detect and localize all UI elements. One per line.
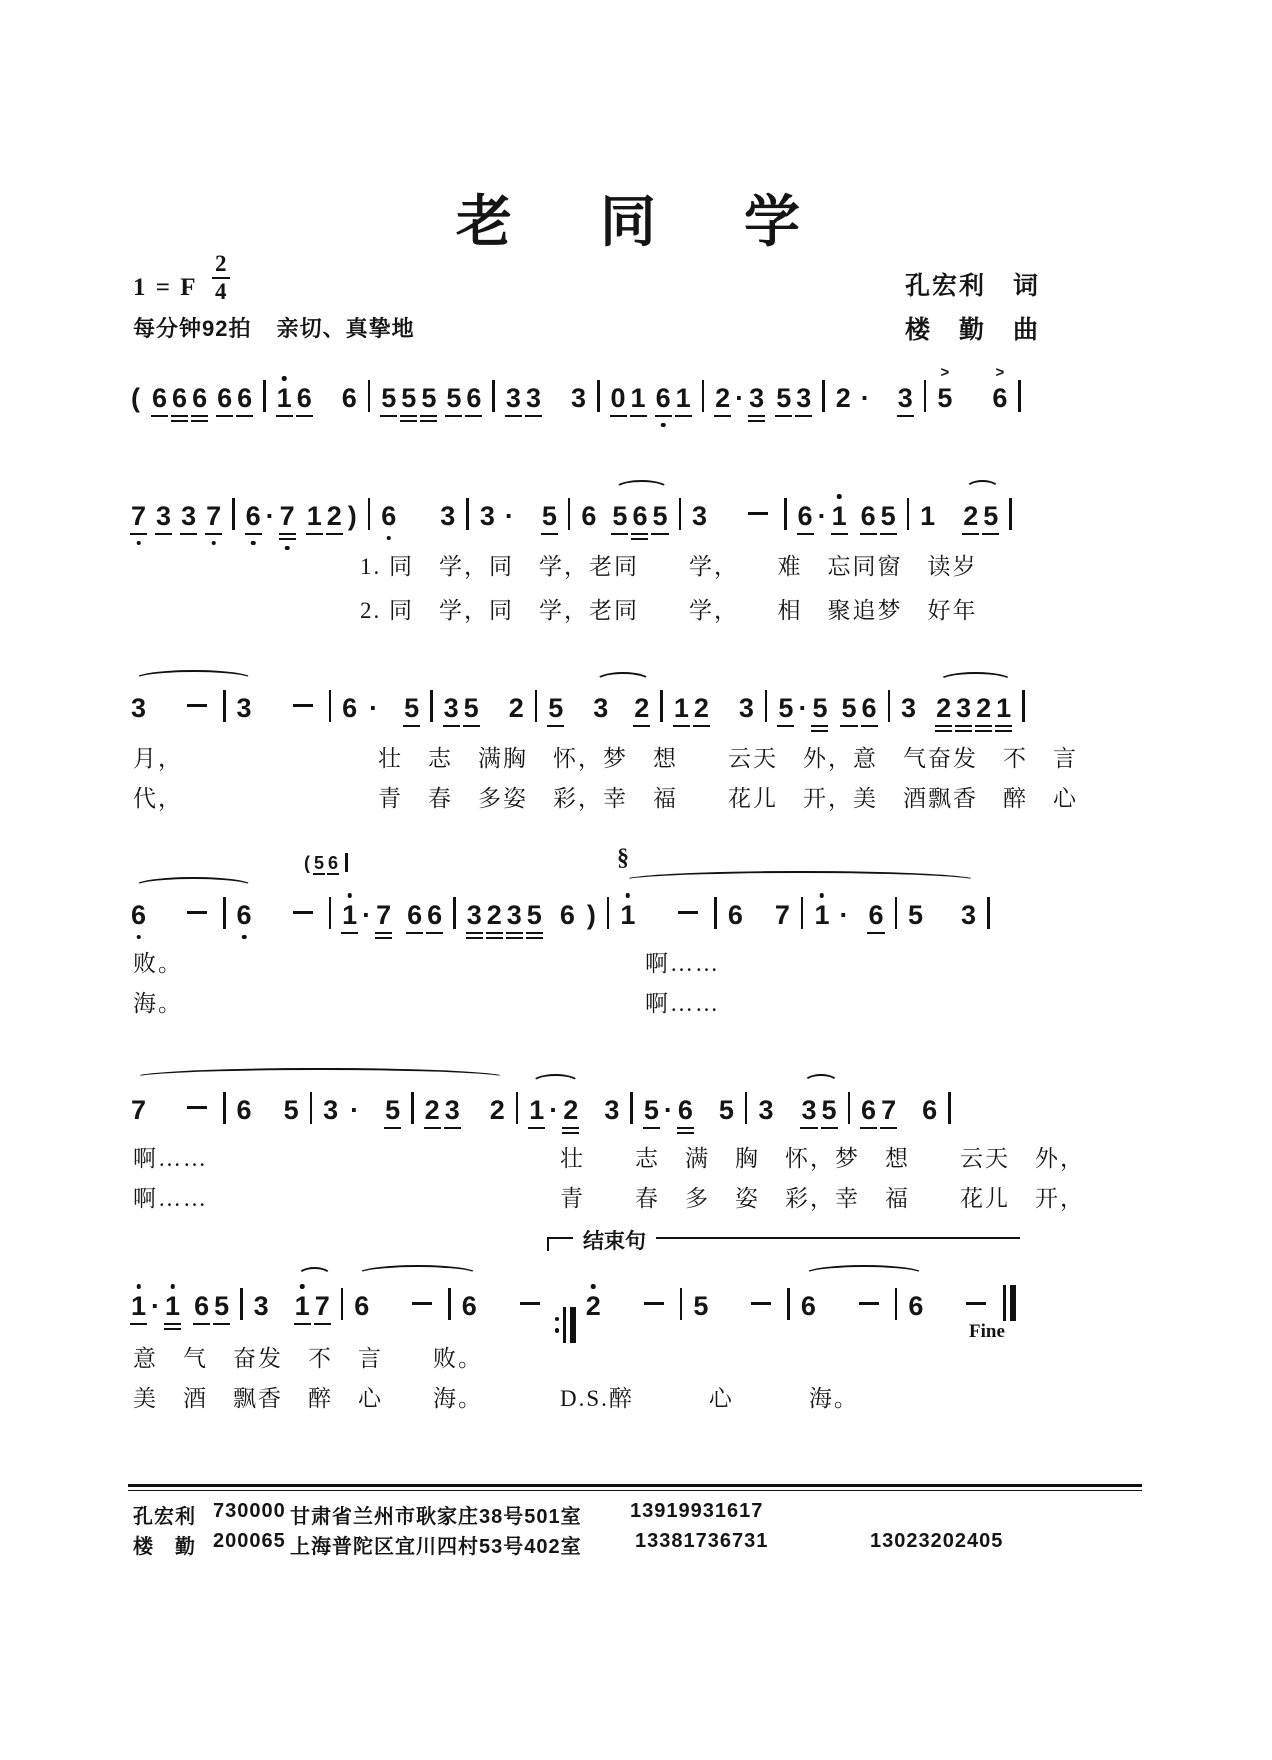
pickup-notes: [303, 853, 352, 874]
note-token: 5: [880, 503, 897, 530]
slur-tie-arc: [965, 480, 1001, 499]
barline: [848, 1092, 851, 1124]
barline: [453, 897, 456, 929]
lyric-line: 代，: [133, 786, 183, 811]
ending-section-bracket: [547, 1229, 1020, 1253]
note-token: 2: [326, 503, 343, 530]
note-token: 5: [463, 695, 480, 722]
barline: [516, 1092, 519, 1124]
barline: [466, 498, 469, 530]
barline: [263, 380, 266, 412]
augmentation-dot: ·: [663, 1095, 673, 1125]
barline: [987, 897, 990, 929]
ending-section-label: 结束句: [573, 1225, 656, 1255]
octave-dot-low: [136, 935, 141, 940]
note-token: 6: [216, 385, 233, 412]
dash-prolongation: [678, 911, 698, 914]
note-token: 5: [693, 1291, 709, 1321]
note-token: 6: [860, 1097, 877, 1124]
time-signature: [212, 252, 230, 304]
note-token: 5: [821, 1097, 838, 1124]
barline: [907, 498, 910, 530]
note-token: 5: [777, 695, 794, 722]
barline: [1009, 498, 1012, 530]
note-token: 3: [444, 1097, 461, 1124]
note-token: 5 >: [937, 364, 953, 413]
note-token: 2: [975, 695, 992, 722]
note-token: 5: [283, 1095, 299, 1125]
barline: [597, 380, 600, 412]
slur-tie-arc: [938, 672, 1014, 691]
footer-contact-cell: 上海普陀区宜川四村53号402室: [290, 1536, 582, 1558]
footer-contact-cell: 200065: [213, 1530, 286, 1552]
barline: [223, 690, 226, 722]
note-token: 6: [631, 503, 648, 530]
note-token: 1: [306, 503, 323, 530]
augmentation-dot: ·: [504, 501, 514, 531]
note-token: 6: [236, 902, 253, 929]
note-token: 6: [461, 1291, 477, 1321]
note-token: 6: [380, 503, 397, 530]
note-token: 6: [236, 1095, 252, 1125]
lyric-line: 海。: [133, 991, 183, 1016]
barline: [411, 1092, 414, 1124]
time-signature-numerator: 2: [215, 251, 227, 276]
note-token: 5: [547, 695, 564, 722]
note-token: 6: [342, 693, 358, 723]
footer-contact-cell: 孔宏利: [133, 1506, 196, 1528]
note-token: 6: [867, 902, 884, 929]
dash-prolongation: [644, 1302, 664, 1305]
augmentation-dot: ·: [817, 501, 827, 531]
slur-tie-arc: [531, 1074, 581, 1093]
note-token: 3: [758, 1095, 774, 1125]
augmentation-dot: ·: [735, 383, 745, 413]
octave-dot-high: [282, 376, 287, 381]
note-token: 6: [151, 385, 168, 412]
note-token: 7: [314, 1293, 331, 1320]
note-token: 1: [528, 1097, 545, 1124]
footer-contact-cell: 730000: [213, 1500, 286, 1522]
dash-prolongation: [293, 704, 313, 707]
note-token: 7: [880, 1097, 897, 1124]
note-token: 5: [982, 503, 999, 530]
barline: [801, 897, 804, 929]
note-token: 5: [811, 695, 828, 722]
parenthesis: ): [586, 900, 596, 930]
footer-contact-cell: 甘肃省兰州市耿家庄38号501室: [290, 1506, 582, 1528]
barline: [787, 1288, 790, 1320]
footer-contact-cell: 13381736731: [635, 1530, 769, 1552]
note-token: 1: [675, 385, 692, 412]
barline: [630, 1092, 633, 1124]
octave-dot-high: [626, 893, 631, 898]
note-token: 5: [213, 1293, 230, 1320]
note-token: 6: [861, 695, 878, 722]
barline: [368, 380, 371, 412]
note-token: 6: [727, 900, 743, 930]
note-token: 5: [611, 503, 628, 530]
note-token: 3: [901, 693, 917, 723]
note-token: 7: [774, 900, 790, 930]
octave-dot-high: [300, 1284, 305, 1289]
slur-tie-arc: [614, 480, 670, 499]
lyric-line: 啊……: [645, 991, 720, 1016]
note-token: 3: [506, 902, 523, 929]
fine-marker: Fine: [969, 1321, 1005, 1342]
tempo-marking: 每分钟92拍: [133, 316, 252, 341]
note-token: 1: [673, 695, 690, 722]
barline: [895, 1288, 898, 1320]
barline: [368, 498, 371, 530]
note-token: 6: [559, 900, 575, 930]
note-token: 3: [570, 383, 586, 413]
note-token: 7: [130, 503, 147, 530]
note-token: 6: [328, 853, 339, 873]
barline: [310, 1092, 313, 1124]
barline: [948, 1092, 951, 1124]
augmentation-dot: ·: [265, 501, 275, 531]
barline: [745, 1092, 748, 1124]
note-token: 5: [400, 385, 417, 412]
note-token: 3: [180, 503, 197, 530]
barline: [240, 1288, 243, 1320]
augmentation-dot: ·: [350, 1095, 360, 1125]
note-token: 6: [922, 1095, 938, 1125]
note-token: 5: [380, 385, 397, 412]
dash-prolongation: [412, 1302, 432, 1305]
slur-tie-arc: [803, 1265, 926, 1284]
note-token: 6: [797, 503, 814, 530]
footer-contact-cell: 楼 勤: [133, 1536, 196, 1558]
barline: [702, 380, 705, 412]
barline: [232, 498, 235, 530]
lyricist-credit: 孔宏利 词: [904, 273, 1040, 300]
note-token: 2: [562, 1097, 579, 1124]
note-token: 3: [800, 1097, 817, 1124]
note-token: 6: [354, 1291, 370, 1321]
dash-prolongation: [187, 911, 207, 914]
note-token: 1: [276, 385, 293, 412]
slur-tie-arc: [356, 1265, 480, 1284]
music-line-5: [130, 1092, 961, 1126]
slur-tie-arc: [595, 672, 652, 691]
note-token: 6: [236, 385, 253, 412]
barline: [430, 690, 433, 722]
note-token: 6: [581, 501, 597, 531]
note-token: 3: [897, 385, 914, 412]
note-token: 6: [296, 385, 313, 412]
augmentation-dot: ·: [860, 383, 870, 413]
barline: [679, 498, 682, 530]
barline: [888, 690, 891, 722]
barline: [329, 690, 332, 722]
final-barline: [1003, 1285, 1016, 1321]
note-token: 6: [655, 385, 672, 412]
note-token: 5: [420, 385, 437, 412]
note-token: 6: [800, 1291, 816, 1321]
note-token: 6: [245, 503, 262, 530]
note-token: 1: [831, 503, 848, 530]
note-token: 1: [630, 385, 647, 412]
lyric-line: 青 春 多 姿 彩，幸 福 花儿 开，: [560, 1186, 1085, 1211]
dash-prolongation: [748, 512, 768, 515]
note-token: 5: [314, 853, 325, 873]
music-line-1: [130, 364, 1031, 414]
note-token: 2: [935, 695, 952, 722]
key-signature: 1 = F: [133, 274, 198, 301]
note-token: 6: [193, 1293, 210, 1320]
note-token: 3: [961, 900, 977, 930]
slur-tie-arc: [133, 670, 255, 689]
lyric-line: 啊……: [133, 1146, 208, 1171]
time-signature-denominator: 4: [212, 277, 230, 304]
octave-dot-high: [820, 893, 825, 898]
augmentation-dot: ·: [151, 1291, 161, 1321]
note-token: 2: [835, 383, 851, 413]
note-token: 2: [693, 695, 710, 722]
barline: [924, 380, 927, 412]
note-token: 1: [619, 902, 636, 929]
note-token: 3: [479, 501, 495, 531]
note-token: 3: [440, 501, 456, 531]
note-token: 6: [171, 385, 188, 412]
note-token: 2: [633, 695, 650, 722]
dash-prolongation: [187, 704, 207, 707]
note-token: 7: [375, 902, 392, 929]
barline: [1022, 690, 1025, 722]
repeat-barline: [555, 1307, 576, 1343]
augmentation-dot: ·: [549, 1095, 559, 1125]
parenthesis: ): [347, 501, 357, 531]
note-token: 5: [651, 503, 668, 530]
note-token: 6: [191, 385, 208, 412]
augmentation-dot: ·: [369, 693, 379, 723]
note-token: 5: [908, 900, 924, 930]
dash-prolongation: [859, 1302, 879, 1305]
tempo-row: [133, 312, 433, 343]
lyric-line: 壮 志 满胸 怀，梦 想 云天 外，意 气奋发 不 言: [378, 746, 1078, 771]
composer-credit: 楼 勤 曲: [904, 317, 1040, 344]
barline: [492, 380, 495, 412]
octave-dot-low: [251, 541, 256, 546]
note-token: 3: [253, 1291, 269, 1321]
octave-dot-low: [661, 423, 666, 428]
note-token: 6: [908, 1291, 924, 1321]
note-token: 3: [443, 695, 460, 722]
octave-dot-low: [242, 935, 247, 940]
footer-contact-cell: 13023202405: [870, 1530, 1004, 1552]
lyric-line: 美 酒 飘香 醉 心 海。: [133, 1386, 483, 1411]
parenthesis: (: [131, 383, 140, 413]
dash-prolongation: [293, 911, 313, 914]
octave-dot-high: [591, 1284, 596, 1289]
note-token: 6: [860, 503, 877, 530]
lyric-line: 2. 同 学，同 学，老同 学， 相 聚追梦 好年: [360, 598, 978, 623]
barline: [714, 897, 717, 929]
note-token: 2: [962, 503, 979, 530]
lyric-line: 1. 同 学，同 学，老同 学， 难 忘同窗 读岁: [360, 554, 978, 579]
music-line-3: [130, 690, 1035, 724]
note-token: 6: [406, 902, 423, 929]
note-token: 5: [384, 1097, 401, 1124]
note-token: 2: [508, 693, 524, 723]
barline: [223, 897, 226, 929]
octave-dot-low: [387, 536, 392, 541]
octave-dot-high: [347, 893, 352, 898]
rest-note: 0: [610, 385, 627, 412]
dash-prolongation: [966, 1302, 986, 1305]
slur-tie-arc: [133, 877, 255, 896]
note-token: 2: [489, 1095, 505, 1125]
note-token: 3: [236, 693, 252, 723]
slur-tie-arc: [622, 871, 979, 890]
note-token: 2: [714, 385, 731, 412]
barline: [1018, 380, 1021, 412]
note-token: 3: [593, 693, 609, 723]
dash-prolongation: [520, 1302, 540, 1305]
accent-mark: >: [940, 364, 950, 381]
note-token: 1: [341, 902, 358, 929]
octave-dot-low: [136, 541, 141, 546]
accent-mark: >: [995, 364, 1005, 381]
note-token: 6: [426, 902, 443, 929]
barline: [822, 380, 825, 412]
music-line-6: [130, 1229, 1025, 1342]
note-token: 7: [279, 503, 296, 530]
note-token: 3: [323, 1095, 339, 1125]
expression-marking: 亲切、真挚地: [276, 316, 415, 341]
note-token: 6 >: [992, 364, 1008, 413]
note-token: 2: [585, 1293, 602, 1320]
music-line-4: [130, 845, 1000, 931]
note-token: 3: [155, 503, 172, 530]
note-token: 3: [466, 902, 483, 929]
note-token: 5: [445, 385, 462, 412]
note-token: 6: [341, 383, 357, 413]
lyric-line: 意 气 奋发 不 言 败。: [133, 1346, 483, 1371]
segno-sign: §: [617, 845, 629, 871]
augmentation-dot: ·: [839, 900, 849, 930]
lyric-line: 青 春 多姿 彩，幸 福 花儿 开，美 酒飘香 醉 心: [378, 786, 1078, 811]
augmentation-dot: ·: [798, 693, 808, 723]
note-token: 7: [205, 503, 222, 530]
note-token: 3: [692, 501, 708, 531]
augmentation-dot: ·: [362, 900, 372, 930]
octave-dot-high: [136, 1284, 141, 1289]
barline: [895, 897, 898, 929]
note-token: 6: [465, 385, 482, 412]
note-token: 1: [995, 695, 1012, 722]
slur-tie-arc: [803, 1074, 840, 1093]
barline: [568, 498, 571, 530]
parenthesis: (: [304, 853, 310, 873]
slur-tie-arc: [133, 1068, 508, 1087]
octave-dot-high: [170, 1284, 175, 1289]
lyric-line: D.S.醉 心 海。: [560, 1386, 859, 1411]
note-token: 1: [130, 1293, 147, 1320]
note-token: 2: [486, 902, 503, 929]
note-token: 5: [718, 1095, 734, 1125]
note-token: 3: [955, 695, 972, 722]
note-token: 1: [813, 902, 830, 929]
barline: [765, 690, 768, 722]
barline: [329, 897, 332, 929]
note-token: 1: [164, 1293, 181, 1320]
barline: [660, 690, 663, 722]
note-token: 1: [920, 501, 936, 531]
barline: [345, 853, 348, 872]
note-token: 6: [130, 902, 147, 929]
note-token: 3: [604, 1095, 620, 1125]
lyric-line: 啊……: [133, 1186, 208, 1211]
note-token: 5: [775, 385, 792, 412]
barline: [680, 1288, 683, 1320]
barline: [784, 498, 787, 530]
lyric-line: 月，: [133, 746, 183, 771]
dash-prolongation: [187, 1106, 207, 1109]
note-token: 3: [748, 385, 765, 412]
barline: [448, 1288, 451, 1320]
note-token: 5: [643, 1097, 660, 1124]
octave-dot-high: [837, 494, 842, 499]
note-token: 1: [294, 1293, 311, 1320]
note-token: 5: [403, 695, 420, 722]
barline: [607, 897, 610, 929]
note-token: 2: [424, 1097, 441, 1124]
note-token: 3: [525, 385, 542, 412]
note-token: 5: [840, 695, 857, 722]
barline: [341, 1288, 344, 1320]
note-token: 3: [131, 693, 147, 723]
octave-dot-low: [285, 546, 290, 551]
page-title: 老 同 学: [456, 192, 816, 254]
music-line-2: [130, 498, 1022, 532]
barline: [535, 690, 538, 722]
note-token: 3: [505, 385, 522, 412]
note-token: 3: [795, 385, 812, 412]
note-token: 3: [738, 693, 754, 723]
lyric-line: 壮 志 满 胸 怀，梦 想 云天 外，: [560, 1146, 1085, 1171]
dash-prolongation: [751, 1302, 771, 1305]
note-token: 5: [541, 503, 558, 530]
note-token: 6: [677, 1097, 694, 1124]
octave-dot-low: [211, 541, 216, 546]
lyric-line: 啊……: [645, 951, 720, 976]
footer-contact-cell: 13919931617: [630, 1500, 764, 1522]
note-token: 5: [526, 902, 543, 929]
barline: [223, 1092, 226, 1124]
note-token: 7: [131, 1095, 147, 1125]
lyric-line: 败。: [133, 951, 183, 976]
footer-divider: [128, 1484, 1142, 1491]
